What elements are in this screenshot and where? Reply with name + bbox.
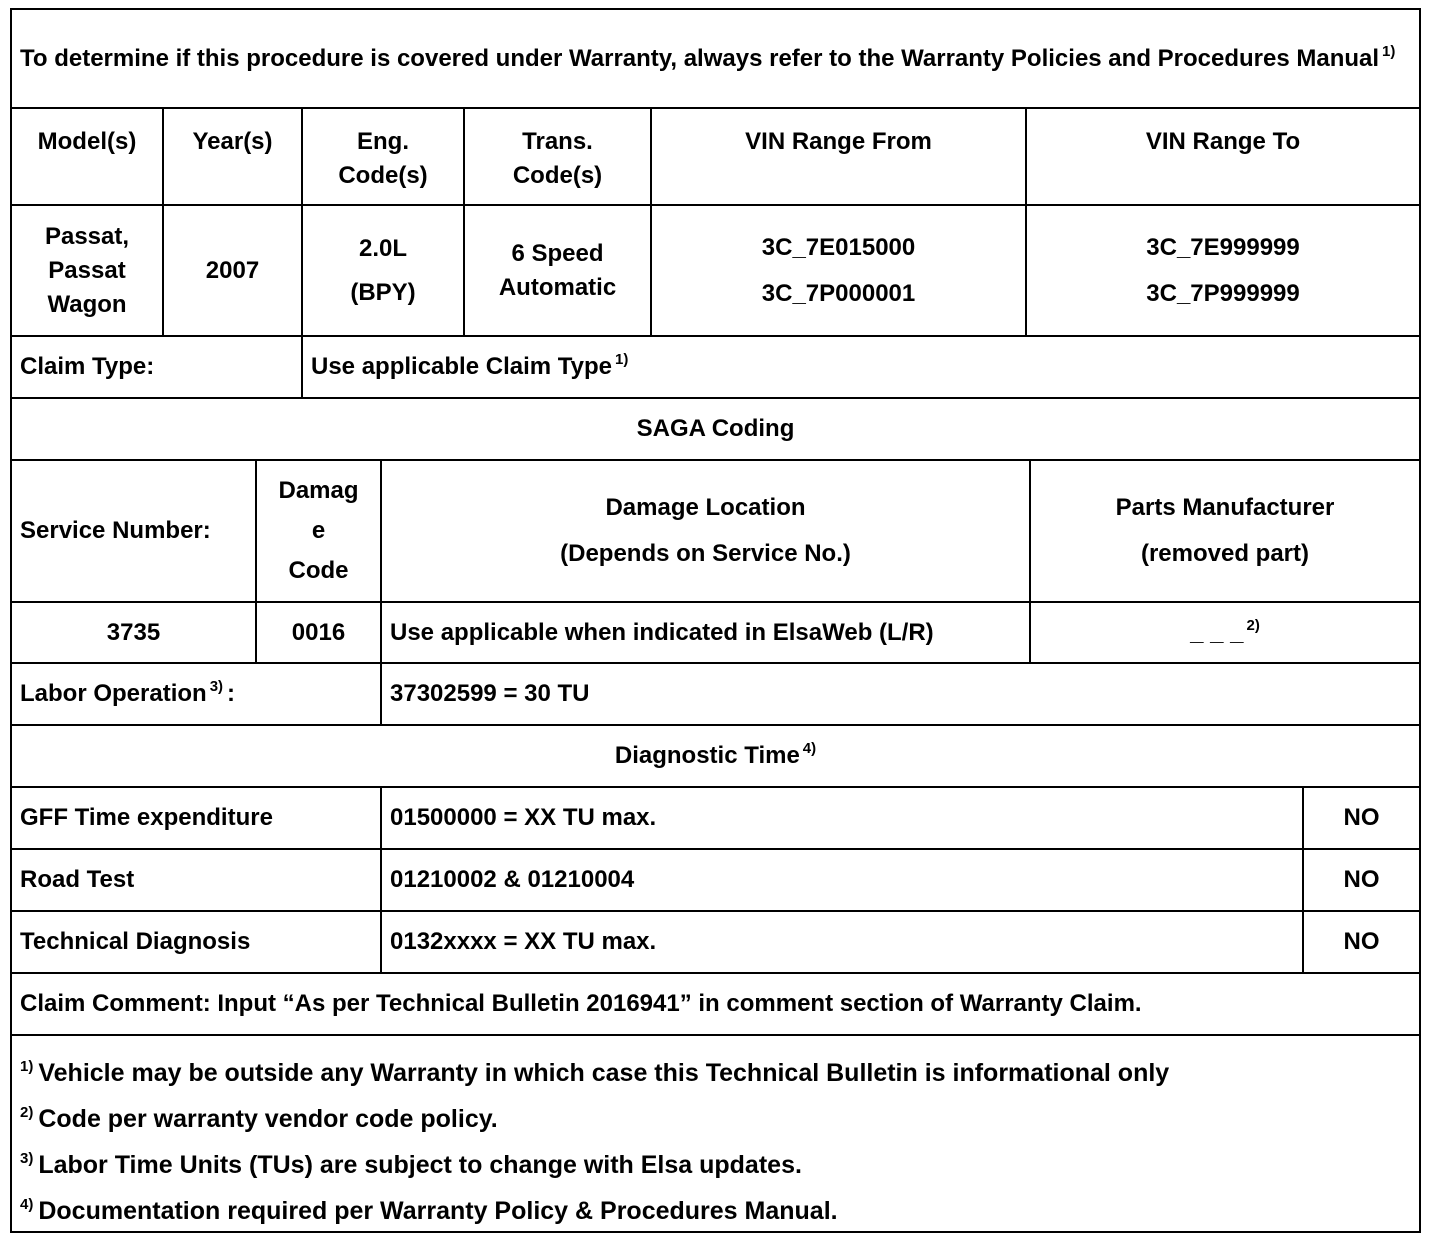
damage-code-header-line2: e — [311, 517, 326, 544]
diagnostic-label-cell — [12, 850, 382, 910]
labor-label-block — [20, 677, 235, 711]
diagnostic-row-road-test — [12, 850, 1419, 912]
claim-comment-cell — [12, 974, 1419, 1034]
footnote-2 — [12, 1096, 1419, 1142]
diagnostic-flag-cell — [1304, 788, 1419, 848]
service-number-value: 3735 — [106, 618, 161, 646]
claim-type-value: Use applicable Claim Type — [311, 353, 612, 380]
vin-from-header — [652, 109, 1027, 204]
vin-from-header-label: VIN Range From — [745, 128, 932, 155]
damage-code-header — [257, 461, 382, 601]
saga-title: SAGA Coding — [636, 415, 795, 442]
header-text-block — [20, 41, 1395, 76]
parts-mfr-value: _ _ _ — [1190, 618, 1244, 646]
header-cell — [12, 10, 1419, 107]
labor-label: Labor Operation — [20, 680, 207, 707]
footnote-mark: 1) — [20, 1058, 34, 1075]
vin-to-1: 3C_7E999999 — [1146, 233, 1300, 261]
diagnostic-label: GFF Time expenditure — [20, 804, 273, 831]
diagnostic-label: Road Test — [20, 866, 135, 893]
trans-code-cell — [465, 206, 652, 335]
footnote-text: Code per warranty vendor code policy. — [38, 1105, 498, 1133]
footnote-4 — [12, 1188, 1419, 1234]
damage-location-cell — [382, 603, 1031, 662]
diagnostic-flag: NO — [1343, 928, 1380, 955]
eng-code-header — [303, 109, 465, 204]
service-number-header-label: Service Number: — [20, 517, 211, 544]
diagnostic-title-cell — [12, 726, 1419, 786]
diagnostic-label-cell — [12, 912, 382, 972]
models-cell — [12, 206, 164, 335]
saga-header-row — [12, 461, 1419, 603]
claim-type-value-cell — [303, 337, 1419, 397]
footnote-text: Labor Time Units (TUs) are subject to change with Elsa updates. — [38, 1151, 802, 1179]
labor-colon: : — [227, 680, 236, 707]
parts-mfr-header-line1: Parts Manufacturer — [1115, 494, 1335, 521]
damage-code-value: 0016 — [291, 618, 346, 646]
vehicle-data-row — [12, 206, 1419, 337]
eng-header-line1: Eng. — [357, 128, 409, 155]
diagnostic-value: 01500000 = XX TU max. — [390, 804, 657, 831]
damage-code-header-line1: Damag — [278, 477, 359, 504]
vin-from-1: 3C_7E015000 — [761, 233, 916, 261]
labor-value: 37302599 = 30 TU — [390, 680, 590, 707]
diagnostic-row-gff — [12, 788, 1419, 850]
damage-code-cell — [257, 603, 382, 662]
eng-line1: 2.0L — [358, 234, 408, 262]
damage-location-header-line1: Damage Location — [605, 494, 806, 521]
footnote-text: Vehicle may be outside any Warranty in which case this Technical Bulletin is informational only — [38, 1059, 1170, 1087]
model-line3: Wagon — [47, 290, 127, 318]
diagnostic-label-cell — [12, 788, 382, 848]
damage-location-header-line2: (Depends on Service No.) — [560, 540, 851, 567]
diagnostic-value-cell — [382, 850, 1304, 910]
claim-type-label: Claim Type: — [20, 353, 155, 380]
damage-location-value: Use applicable when indicated in ElsaWeb (L/R) — [390, 618, 934, 646]
labor-value-cell — [382, 664, 1419, 724]
footnote-1 — [12, 1050, 1419, 1096]
claim-type-label-cell — [12, 337, 303, 397]
footnote-mark: 3) — [20, 1150, 34, 1167]
parts-mfr-note: 2) — [1246, 616, 1260, 634]
vehicle-header-row — [12, 109, 1419, 206]
vin-from-cell — [652, 206, 1027, 335]
eng-code-cell — [303, 206, 465, 335]
eng-header-line2: Code(s) — [338, 162, 428, 189]
diagnostic-note: 4) — [802, 740, 817, 757]
diagnostic-title: Diagnostic Time — [614, 742, 800, 769]
diagnostic-label: Technical Diagnosis — [20, 928, 251, 955]
labor-label-cell — [12, 664, 382, 724]
footnotes-row — [12, 1036, 1419, 1231]
trans-header-line1: Trans. — [522, 128, 593, 155]
diagnostic-value: 0132xxxx = XX TU max. — [390, 928, 657, 955]
footnote-mark: 2) — [20, 1104, 34, 1121]
claim-comment: Claim Comment: Input “As per Technical Bulletin 2016941” in comment section of Warranty Claim. — [20, 990, 1142, 1017]
claim-type-row — [12, 337, 1419, 399]
labor-note: 3) — [209, 678, 224, 695]
saga-title-cell — [12, 399, 1419, 459]
diagnostic-title-row — [12, 726, 1419, 788]
diagnostic-flag-cell — [1304, 850, 1419, 910]
header-row — [12, 10, 1419, 109]
saga-data-row — [12, 603, 1419, 664]
model-line2: Passat — [48, 256, 126, 284]
header-note: 1) — [1382, 43, 1396, 60]
diagnostic-title-block — [615, 739, 816, 773]
model-line1: Passat, — [44, 222, 130, 250]
claim-type-note: 1) — [615, 351, 629, 368]
diagnostic-row-technical — [12, 912, 1419, 974]
labor-row — [12, 664, 1419, 726]
footnote-mark: 4) — [20, 1196, 34, 1213]
trans-line2: Automatic — [498, 273, 617, 301]
diagnostic-value-cell — [382, 788, 1304, 848]
vin-from-2: 3C_7P000001 — [761, 279, 916, 307]
diagnostic-value-cell — [382, 912, 1304, 972]
parts-mfr-header-line2: (removed part) — [1140, 540, 1310, 567]
diagnostic-flag: NO — [1343, 866, 1380, 893]
saga-title-row — [12, 399, 1419, 461]
footnote-3 — [12, 1142, 1419, 1188]
trans-header-line2: Code(s) — [512, 162, 603, 189]
vin-to-cell — [1027, 206, 1419, 335]
header-text: To determine if this procedure is covered under Warranty, always refer to the Warranty Policies and Procedures Manual — [20, 45, 1380, 72]
diagnostic-value: 01210002 & 01210004 — [390, 866, 635, 893]
vin-to-header — [1027, 109, 1419, 204]
damage-code-header-line3: Code — [288, 557, 349, 584]
year-cell — [164, 206, 303, 335]
claim-type-value-block — [311, 350, 628, 384]
claim-comment-row — [12, 974, 1419, 1036]
parts-mfr-block — [1190, 616, 1260, 650]
warranty-table — [10, 8, 1421, 1233]
footnotes-list — [12, 1050, 1419, 1234]
eng-line2: (BPY) — [350, 278, 416, 306]
years-header-label: Year(s) — [192, 128, 273, 155]
parts-mfr-header — [1031, 461, 1419, 601]
service-number-cell — [12, 603, 257, 662]
diagnostic-flag-cell — [1304, 912, 1419, 972]
parts-mfr-cell — [1031, 603, 1419, 662]
trans-code-header — [465, 109, 652, 204]
trans-line1: 6 Speed — [511, 239, 604, 267]
footnote-text: Documentation required per Warranty Policy & Procedures Manual. — [38, 1197, 838, 1225]
years-header — [164, 109, 303, 204]
year-value: 2007 — [205, 256, 260, 284]
models-header-label: Model(s) — [37, 128, 137, 155]
damage-location-header — [382, 461, 1031, 601]
diagnostic-flag: NO — [1343, 804, 1380, 831]
service-number-header — [12, 461, 257, 601]
models-header — [12, 109, 164, 204]
vin-to-header-label: VIN Range To — [1145, 128, 1301, 155]
vin-to-2: 3C_7P999999 — [1146, 279, 1300, 307]
